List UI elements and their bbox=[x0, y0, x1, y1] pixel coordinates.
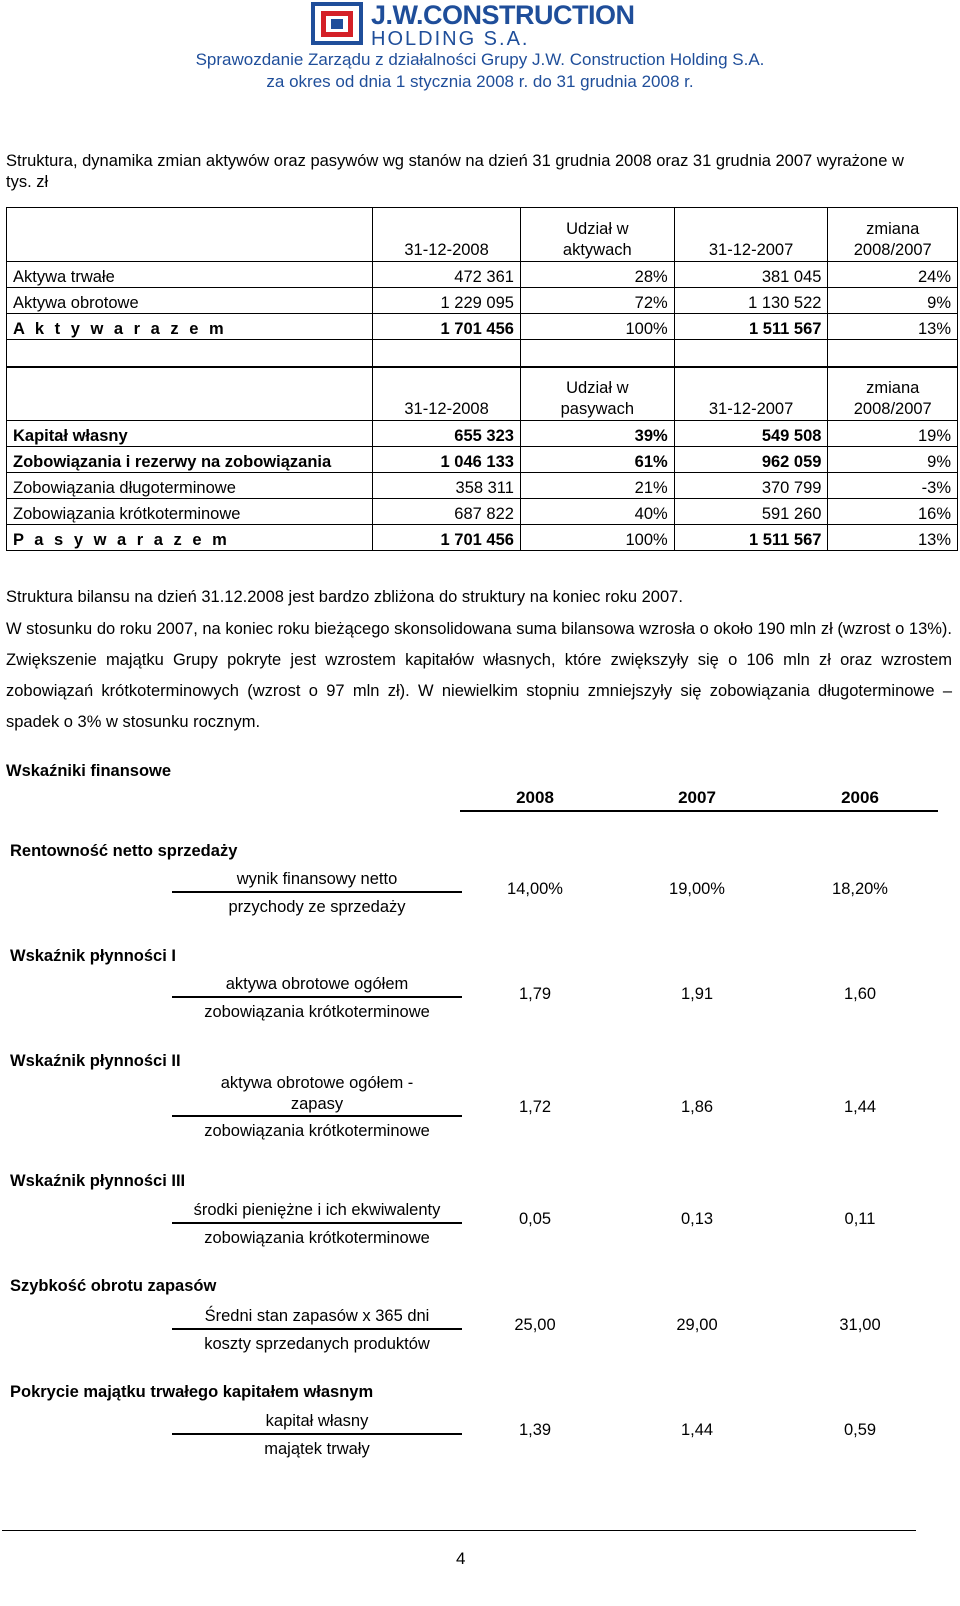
indicator-value: 1,44 bbox=[843, 1098, 877, 1116]
header-date-2008: 31-12-2008 bbox=[373, 367, 521, 421]
indicator-value: 14,00% bbox=[507, 880, 563, 898]
indicator-net-margin bbox=[0, 842, 960, 942]
row-label: P a s y w a r a z e m bbox=[7, 525, 373, 551]
indicator-formula bbox=[172, 1199, 462, 1249]
table-header-row bbox=[7, 367, 958, 421]
cell-share: 61% bbox=[520, 447, 674, 473]
cell-2008: 1 701 456 bbox=[373, 525, 521, 551]
year-label: 2007 bbox=[678, 788, 716, 807]
formula-numerator: aktywa obrotowe ogółem - zapasy bbox=[220, 1074, 414, 1113]
cell-change: 9% bbox=[828, 447, 958, 473]
formula-denominator: koszty sprzedanych produktów bbox=[204, 1335, 430, 1353]
paragraph-structure: Struktura bilansu na dzień 31.12.2008 jest bardzo zbliżona do struktury na koniec roku 2007. bbox=[6, 588, 683, 606]
header-share: Udział w aktywach bbox=[520, 208, 674, 262]
cell-2008: 358 311 bbox=[373, 473, 521, 499]
cell-2008: 472 361 bbox=[373, 262, 521, 288]
indicator-fixed-asset-coverage bbox=[0, 1383, 960, 1483]
formula-denominator: majątek trwały bbox=[264, 1440, 370, 1458]
cell-change: 13% bbox=[828, 525, 958, 551]
indicator-value: 1,86 bbox=[680, 1098, 714, 1116]
indicator-name: Wskaźnik płynności III bbox=[10, 1172, 186, 1190]
indicator-formula bbox=[172, 1305, 462, 1355]
cell-2007: 591 260 bbox=[674, 499, 828, 525]
year-label: 2008 bbox=[516, 788, 554, 807]
formula-numerator: Średni stan zapasów x 365 dni bbox=[204, 1307, 430, 1325]
indicator-formula bbox=[172, 1410, 462, 1460]
assets-table bbox=[6, 207, 958, 368]
cell-change: 24% bbox=[828, 262, 958, 288]
indicator-value: 0,11 bbox=[844, 1210, 876, 1228]
indicator-value: 0,59 bbox=[843, 1421, 877, 1439]
table-row-total bbox=[7, 525, 958, 551]
cell-share: 28% bbox=[520, 262, 674, 288]
cell-change: -3% bbox=[828, 473, 958, 499]
cell-share: 40% bbox=[520, 499, 674, 525]
cell-share: 72% bbox=[520, 288, 674, 314]
header-change: zmiana 2008/2007 bbox=[828, 208, 958, 262]
formula-denominator: przychody ze sprzedaży bbox=[228, 898, 406, 916]
logo-subtitle: HOLDING S.A. bbox=[371, 28, 530, 50]
indicator-value: 29,00 bbox=[676, 1316, 718, 1334]
cell-2007: 549 508 bbox=[674, 421, 828, 447]
indicator-value: 1,72 bbox=[518, 1098, 552, 1116]
cell-change: 13% bbox=[828, 314, 958, 340]
header-date-2007: 31-12-2007 bbox=[674, 208, 828, 262]
balance-intro: Struktura, dynamika zmian aktywów oraz pasywów wg stanów na dzień 31 grudnia 2008 oraz 31 grudnia 2007 wyrażone w tys. zł bbox=[6, 152, 904, 191]
cell-change: 16% bbox=[828, 499, 958, 525]
formula-numerator: środki pieniężne i ich ekwiwalenty bbox=[193, 1201, 441, 1219]
indicator-liquidity-3 bbox=[0, 1172, 960, 1272]
header-date-2008: 31-12-2008 bbox=[373, 208, 521, 262]
cell-2008: 1 229 095 bbox=[373, 288, 521, 314]
header-share: Udział w pasywach bbox=[520, 367, 674, 421]
row-label: Kapitał własny bbox=[7, 421, 373, 447]
indicator-value: 0,13 bbox=[680, 1210, 714, 1228]
formula-denominator: zobowiązania krótkoterminowe bbox=[204, 1003, 430, 1021]
indicator-formula bbox=[172, 973, 462, 1023]
cell-2007: 1 511 567 bbox=[674, 314, 828, 340]
cell-change: 19% bbox=[828, 421, 958, 447]
row-label: Aktywa obrotowe bbox=[7, 288, 373, 314]
paragraph-commentary: W stosunku do roku 2007, na koniec roku bieżącego skonsolidowana suma bilansowa wzrosła o około 190 mln zł (wzrost o 13%). Zwiększenie majątku Grupy pokryte jest wzrostem kapitałów własnych, które zwiększyły się o 106 mln zł oraz wzrostem zobowiązań krótkoterminowych (wzrost o 97 mln zł). W niewielkim stopniu zmniejszyły się zobowiązania długoterminowe – spadek o 3% w stosunku rocznym. bbox=[6, 620, 952, 731]
table-row bbox=[7, 499, 958, 525]
row-label: Aktywa trwałe bbox=[7, 262, 373, 288]
table-row bbox=[7, 447, 958, 473]
cell-2007: 381 045 bbox=[674, 262, 828, 288]
indicators-title: Wskaźniki finansowe bbox=[6, 762, 172, 780]
cell-2007: 370 799 bbox=[674, 473, 828, 499]
formula-numerator: wynik finansowy netto bbox=[236, 870, 398, 888]
indicator-formula bbox=[172, 1073, 462, 1142]
cell-share: 100% bbox=[520, 314, 674, 340]
indicator-value: 18,20% bbox=[832, 880, 888, 898]
indicator-name: Pokrycie majątku trwałego kapitałem własnym bbox=[10, 1383, 374, 1401]
liabilities-table bbox=[6, 366, 958, 551]
table-row bbox=[7, 262, 958, 288]
cell-change: 9% bbox=[828, 288, 958, 314]
cell-2007: 1 511 567 bbox=[674, 525, 828, 551]
indicator-value: 1,91 bbox=[680, 985, 714, 1003]
indicator-value: 19,00% bbox=[669, 880, 725, 898]
table-row-total bbox=[7, 314, 958, 340]
formula-numerator: aktywa obrotowe ogółem bbox=[225, 975, 409, 993]
row-label: Zobowiązania krótkoterminowe bbox=[7, 499, 373, 525]
indicator-name: Wskaźnik płynności II bbox=[10, 1052, 181, 1070]
indicator-value: 0,05 bbox=[518, 1210, 552, 1228]
logo-mark-icon bbox=[311, 2, 363, 45]
table-header-row bbox=[7, 208, 958, 262]
indicator-value: 1,79 bbox=[518, 985, 552, 1003]
indicator-name: Wskaźnik płynności I bbox=[10, 947, 176, 965]
table-row bbox=[7, 288, 958, 314]
indicator-value: 25,00 bbox=[514, 1316, 556, 1334]
header-change: zmiana 2008/2007 bbox=[828, 367, 958, 421]
formula-denominator: zobowiązania krótkoterminowe bbox=[204, 1229, 430, 1247]
page-number: 4 bbox=[456, 1549, 466, 1568]
indicator-name: Rentowność netto sprzedaży bbox=[10, 842, 238, 860]
formula-denominator: zobowiązania krótkoterminowe bbox=[204, 1122, 430, 1140]
cell-2007: 1 130 522 bbox=[674, 288, 828, 314]
indicator-value: 31,00 bbox=[839, 1316, 881, 1334]
row-label: Zobowiązania i rezerwy na zobowiązania bbox=[7, 447, 373, 473]
cell-share: 39% bbox=[520, 421, 674, 447]
indicator-value: 1,44 bbox=[680, 1421, 714, 1439]
indicator-inventory-turnover bbox=[0, 1277, 960, 1377]
logo-name: J.W.CONSTRUCTION bbox=[371, 0, 635, 30]
indicators-years-header bbox=[460, 784, 938, 812]
year-label: 2006 bbox=[841, 788, 879, 807]
indicator-name: Szybkość obrotu zapasów bbox=[10, 1277, 217, 1295]
footer-divider bbox=[2, 1530, 916, 1531]
cell-share: 100% bbox=[520, 525, 674, 551]
cell-2008: 687 822 bbox=[373, 499, 521, 525]
formula-numerator: kapitał własny bbox=[265, 1412, 369, 1430]
report-period: za okres od dnia 1 stycznia 2008 r. do 31 grudnia 2008 r. bbox=[266, 72, 694, 91]
cell-2008: 1 701 456 bbox=[373, 314, 521, 340]
header-date-2007: 31-12-2007 bbox=[674, 367, 828, 421]
table-row bbox=[7, 421, 958, 447]
cell-2008: 1 046 133 bbox=[373, 447, 521, 473]
indicator-liquidity-1 bbox=[0, 947, 960, 1047]
row-label: Zobowiązania długoterminowe bbox=[7, 473, 373, 499]
indicator-value: 1,39 bbox=[518, 1421, 552, 1439]
cell-2008: 655 323 bbox=[373, 421, 521, 447]
indicator-liquidity-2 bbox=[0, 1052, 960, 1152]
cell-share: 21% bbox=[520, 473, 674, 499]
row-label: A k t y w a r a z e m bbox=[7, 314, 373, 340]
report-title: Sprawozdanie Zarządu z działalności Grupy J.W. Construction Holding S.A. bbox=[195, 50, 765, 69]
table-row bbox=[7, 473, 958, 499]
indicator-value: 1,60 bbox=[843, 985, 877, 1003]
cell-2007: 962 059 bbox=[674, 447, 828, 473]
company-logo bbox=[311, 2, 635, 48]
indicator-formula bbox=[172, 868, 462, 918]
spacer-row bbox=[7, 340, 958, 368]
